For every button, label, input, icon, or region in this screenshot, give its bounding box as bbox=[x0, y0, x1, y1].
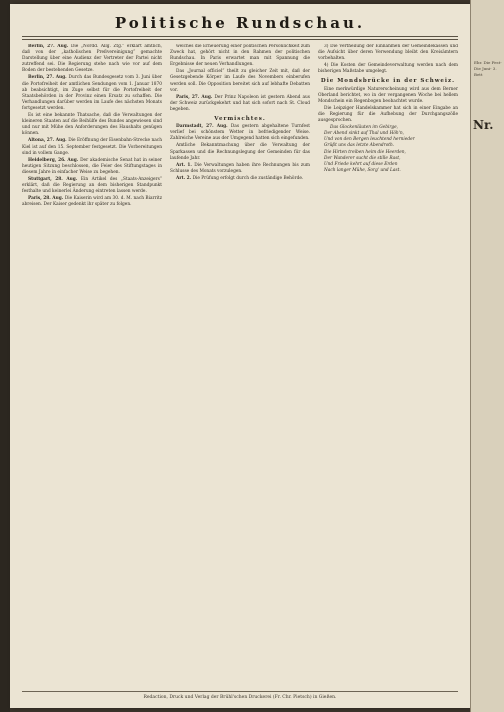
article-paragraph bbox=[22, 44, 162, 74]
paragraph-text: Ein Artikel des „Staats-Anzeigers“ erklärt, daß die Regierung an dem bisherigen Standpunkt festhalte und keinerlei Änderung eintreten lassen werde. bbox=[22, 176, 162, 195]
header-rule-double bbox=[22, 39, 458, 40]
paragraph-text: Der Prinz Napoleon ist gestern Abend aus der Schweiz zurückgekehrt und hat sich sofort nach St. Cloud begeben. bbox=[170, 94, 310, 112]
article-paragraph bbox=[170, 176, 310, 182]
dateline: Art. 2. bbox=[176, 175, 193, 181]
article-paragraph bbox=[318, 44, 458, 62]
dateline: Paris, 27. Aug. bbox=[176, 94, 215, 100]
dateline: Altona, 27. Aug. bbox=[28, 138, 69, 144]
article-paragraph bbox=[22, 75, 162, 112]
paragraph-text: Die Verwaltungen haben ihre Rechnungen bis zum Schlusse des Monats vorzulegen. bbox=[170, 162, 310, 174]
paragraph-text: Amtliche Bekanntmachung über die Verwaltung der Sparkassen und die Rechnungslegung der Gemeinden für das laufende Jahr. bbox=[170, 143, 310, 161]
dateline: Darmstadt, 27. Aug. bbox=[176, 124, 231, 130]
article-paragraph bbox=[22, 196, 162, 208]
article-heading: Die Mondsbrücke in der Schweiz. bbox=[320, 78, 456, 85]
dateline: Berlin, 27. Aug. bbox=[28, 44, 71, 49]
dateline: Paris, 28. Aug. bbox=[28, 196, 65, 202]
article-paragraph bbox=[170, 69, 310, 93]
paragraph-text: Das „Journal officiel“ theilt zu gleicher Zeit mit, daß der Gesetzgebende Körper im Laufe des Novembers einberufen werden soll. Die Opposition bereitet sich auf lebhafte Debatten vor. bbox=[170, 69, 310, 93]
column-3 bbox=[318, 44, 458, 684]
paragraph-text: welches die Erneuerung einer politischen Persönlichkeit zum Zweck hat, gehört nicht in den Rahmen der politischen Rundschau. In Paris erwartet man mit Spannung die Ergebnisse der neuen Verhandlungen. bbox=[170, 44, 310, 68]
article-paragraph bbox=[22, 177, 162, 195]
dateline: Berlin, 27. Aug. bbox=[28, 75, 69, 81]
paragraph-text: Der akademische Senat hat in seiner heutigen Sitzung beschlossen, die Feier des Stiftungstages in diesem Jahre in einfacher Weise zu begehen. bbox=[22, 157, 162, 175]
paragraph-text: 4) Die Kosten der Gemeindeverwaltung werden nach dem bisherigen Maßstabe umgelegt. bbox=[318, 63, 458, 75]
dateline: Art. 1. bbox=[176, 162, 195, 168]
article-heading: Vermischtes. bbox=[214, 116, 266, 123]
paragraph-text: Die Leipziger Handelskammer hat sich in einer Eingabe an die Regierung für die Aufhebung der Durchgangszölle ausgesprochen. bbox=[318, 105, 458, 124]
dateline: Heidelberg, 26. Aug. bbox=[28, 157, 81, 163]
paragraph-text: Durch das Bundesgesetz vom 3. Juni über die Portofreiheit der amtlichen Sendungen vom 1. Januar 1870 ab beabsichtigt, im Zuge selbst für die Portofreiheit der Staatsbehörden in der Provinz einen Ersatz zu schaffen. Die Verhandlungen darüber werden im Laufe des nächsten Monats fortgesetzt werden. bbox=[22, 75, 162, 111]
adjacent-page-text: Ebr. Die Fest- Die Juni- 3. Bett bbox=[474, 60, 502, 77]
adjacent-page-edge bbox=[470, 0, 504, 712]
header-rule bbox=[22, 36, 458, 37]
paragraph-text: Die „Nordd. Allg. Ztg.“ erklärt amtlich, daß von der „katholischen Preßvereinigung“ gemachte Darstellung über eine Audienz der Vertreter der Partei nicht zutreffend sei. Die Regierung stehe nach wie vor auf dem Boden der bestehenden Gesetze. bbox=[22, 44, 162, 74]
article-paragraph bbox=[318, 63, 458, 75]
adjacent-page-number: Nr. bbox=[473, 118, 494, 132]
article-paragraph bbox=[170, 44, 310, 68]
article-paragraph bbox=[318, 87, 458, 105]
paragraph-text: Eine merkwürdige Naturerscheinung wird aus dem Berner Oberland berichtet, wo in der vergangenen Woche bei hellem Mondschein ein Regenbogen beobachtet wurde. bbox=[318, 86, 458, 104]
article-paragraph bbox=[170, 143, 310, 161]
article-paragraph bbox=[22, 158, 162, 176]
article-paragraph bbox=[22, 113, 162, 137]
paragraph-text: Das gestern abgehaltene Turnfest verlief bei schönstem Wetter in befriedigender Weise. Zahlreiche Vereine aus der Umgegend hatten sich eingefunden. bbox=[170, 124, 310, 142]
article-paragraph bbox=[170, 124, 310, 142]
article-paragraph bbox=[22, 138, 162, 156]
paragraph-text: 3) Die Vertheilung der Einnahmen der Gemeindekassen und die Aufsicht über deren Verwendung bleibt den Kreisämtern vorbehalten. bbox=[318, 44, 458, 62]
newspaper-page bbox=[10, 4, 470, 708]
column-2 bbox=[170, 44, 310, 684]
text-columns bbox=[22, 44, 458, 684]
imprint-footer: Redaction, Druck und Verlag der Brühl'schen Druckerei (Fr. Chr. Pietsch) in Gießen. bbox=[22, 691, 458, 700]
dateline: Stuttgart, 28. Aug. bbox=[28, 176, 81, 182]
section-title: Politische Rundschau. bbox=[114, 14, 366, 32]
article-paragraph bbox=[170, 95, 310, 113]
article-paragraph bbox=[318, 106, 458, 124]
paragraph-text: Die Eröffnung der Eisenbahn-Strecke nach Kiel ist auf den 15. September festgesetzt. Die Vorbereitungen sind in vollem Gange. bbox=[22, 138, 162, 156]
paragraph-text: Die Prüfung erfolgt durch die zuständige Behörde. bbox=[192, 175, 304, 181]
poem: Das Glockenläuten im Gebirge, Der Abend sinkt auf Thal und Höh'n, Und von den Bergen leuchtend hernieder Grüßt uns das letzte Abendroth. Die Hirten treiben heim die Heerden, Der Wanderer sucht die stille Rast, Und Friede kehrt auf diese Erden Nach langer Mühe, Sorg' und Last. bbox=[324, 125, 415, 173]
column-1 bbox=[22, 44, 162, 684]
paragraph-text: Die Kaiserin wird am 30. d. M. nach Biarritz abreisen. Der Kaiser gedenkt ihr später zu folgen. bbox=[22, 196, 162, 208]
paragraph-text: Es ist eine bekannte Thatsache, daß die Verwaltungen der kleineren Staaten auf die Beihülfe des Bundes angewiesen sind und nur mit Mühe den Anforderungen des Haushalts genügen können. bbox=[22, 113, 162, 137]
article-paragraph bbox=[170, 163, 310, 175]
book-gutter bbox=[0, 0, 10, 712]
